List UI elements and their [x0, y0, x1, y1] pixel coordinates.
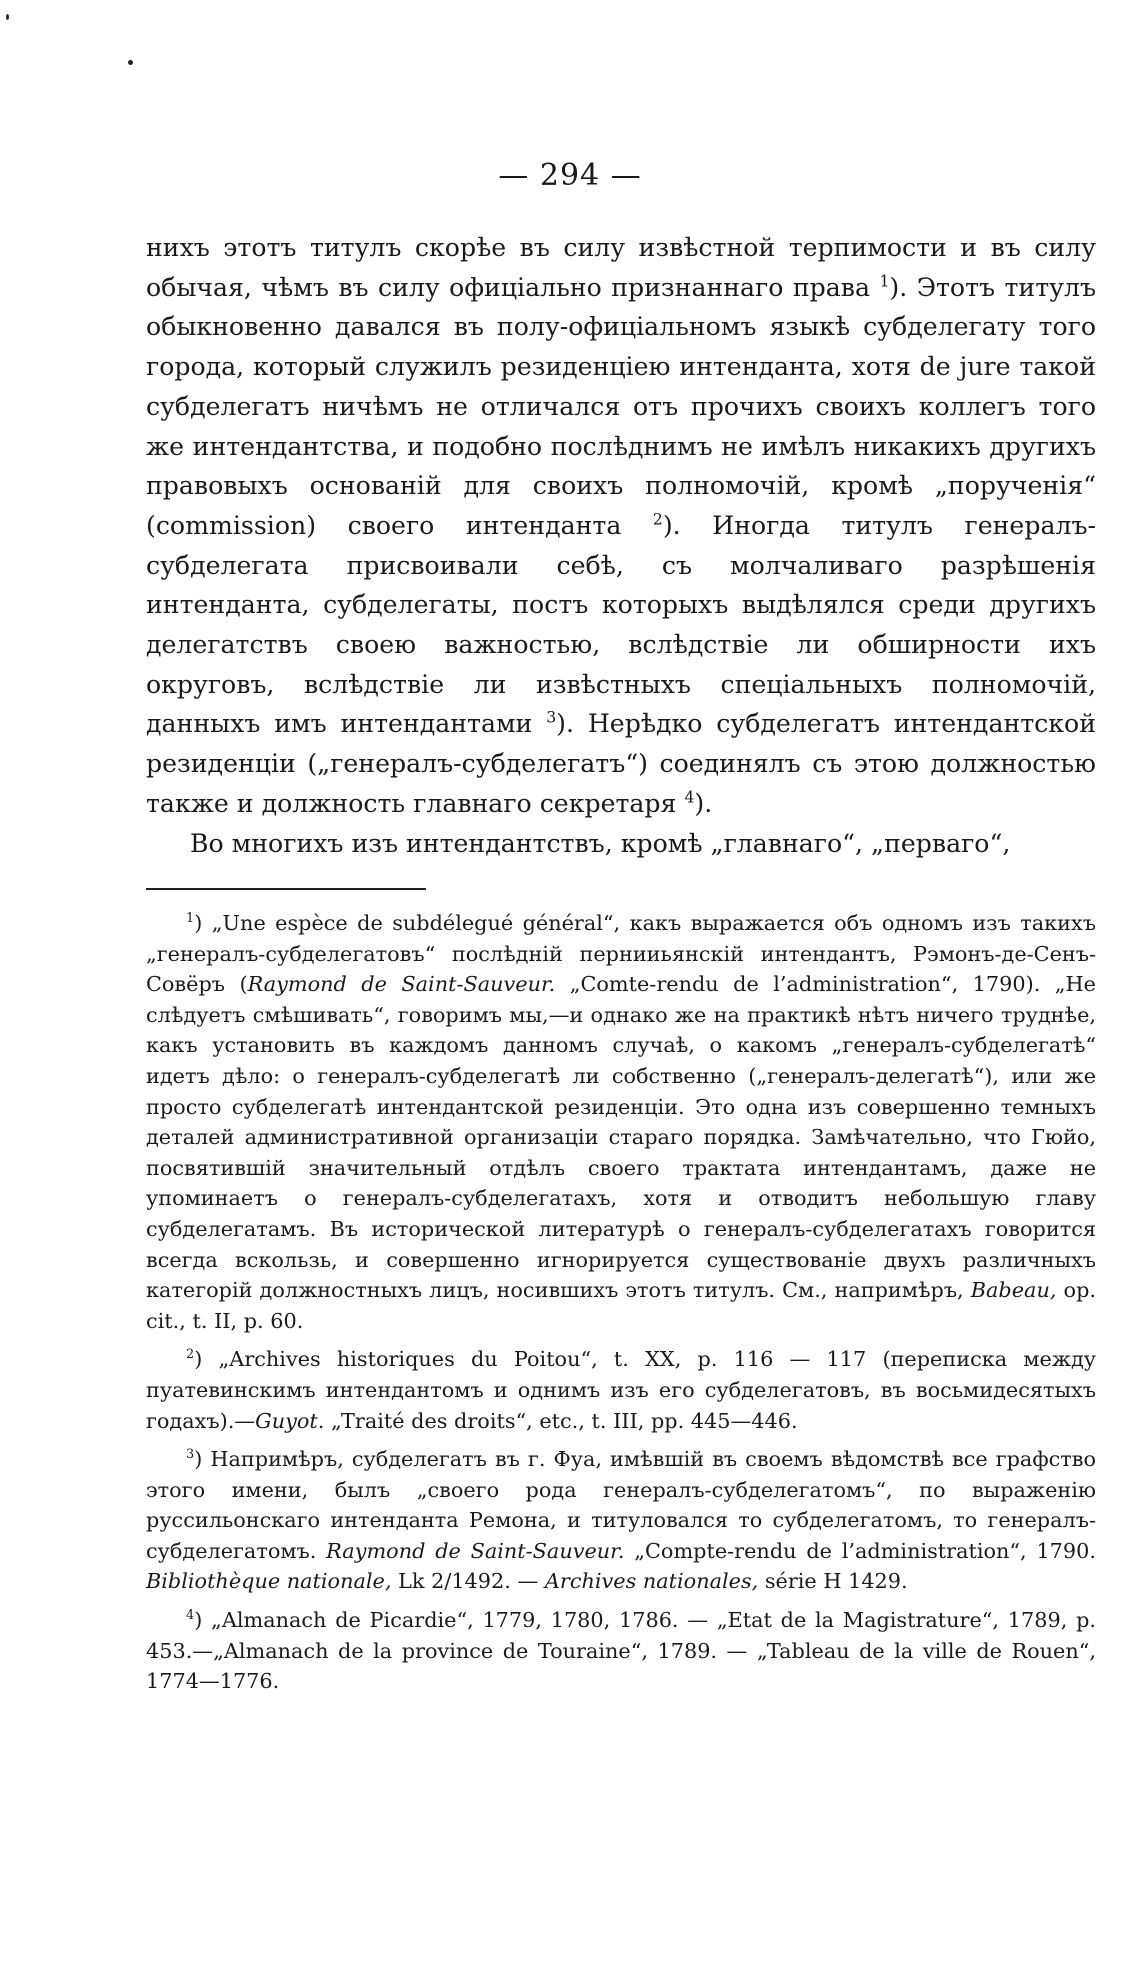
footnote-mark: 2: [186, 1347, 195, 1363]
scan-speck: [6, 14, 9, 20]
footnote: $^4$) „Almanach de Picardie“, 1779, 1780, 1786. — „Etat de la Magistrature“, 1789, p. 453.—„Almanach de la province de Touraine“, 1789. — „Tableau de la ville de Rouen“, 1774—1776.: [146, 1608, 1096, 1694]
footnote-ref: 2: [652, 510, 663, 529]
footnote: $^2$) „Archives historiques du Poitou“, t. XX, p. 116 — 117 (переписка между пуатевинскимъ интендантомъ и однимъ изъ его субделегатовъ, въ восьмидесятыхъ годахъ).—Guyot. „Traité des droits“, etc., t. III, pp. 445—446.: [146, 1347, 1096, 1433]
footnote: $^3$) Напримѣръ, субделегатъ въ г. Фуа, имѣвшій въ своемъ вѣдомствѣ все графство этого имени, былъ „своего рода генералъ-субделегатомъ“, по выраженію руссильонскаго интенданта Ремона, и титуловался то субделегатомъ, то генералъ-субделегатомъ. Raymond de Saint-Sauveur. „Compte-rendu de l’administration“, 1790. Bibliothèque nationale, Lk 2/1492. — Archives nationales, série H 1429.: [146, 1447, 1096, 1594]
footnote-mark: 1: [186, 911, 195, 927]
footnote-mark: 4: [186, 1608, 195, 1624]
footnote: $^1$) „Une espèce de subdélegué général“, какъ выражается объ одномъ изъ такихъ „генералъ-субделегатовъ“ послѣдній пернииьянскій интендантъ, Рэмонъ-де-Сенъ-Совёръ (Raymond de Saint-Sauveur. „Comte-rendu de l’administration“, 1790). „Не слѣдуетъ смѣшивать“, говоримъ мы,—и однако же на практикѣ нѣтъ ничего труднѣе, какъ установить въ каждомъ данномъ случаѣ, о какомъ „генералъ-субделегатѣ“ идетъ дѣло: о генералъ-субделегатѣ ли собственно („генералъ-делегатѣ“), или же просто субделегатѣ интендантской резиденціи. Это одна изъ совершенно темныхъ деталей административной организаціи стараго порядка. Замѣчательно, что Гюйо, посвятившій значительный отдѣлъ своего трактата интендантамъ, даже не упоминаетъ о генералъ-субделегатахъ, хотя и отводитъ небольшую главу субделегатамъ. Въ исторической литературѣ о генералъ-субделегатахъ говорится всегда вскользь, и совершенно игнорируется существованіе двухъ различныхъ категорій должностныхъ лицъ, носившихъ этотъ титулъ. См., напримѣръ, Babeau, op. cit., t. II, p. 60.: [146, 911, 1096, 1333]
paragraph: нихъ этотъ титулъ скорѣе въ силу извѣстной терпимости и въ силу обычая, чѣмъ въ силу офиціально признаннаго права $^1$). Этотъ титулъ обыкновенно давался въ полу-офиціальномъ языкѣ субделегату того города, который служилъ резиденціею интенданта, хотя de jure такой субделегатъ ничѣмъ не отличался отъ прочихъ своихъ коллегъ того же интендантства, и подобно послѣднимъ не имѣлъ никакихъ другихъ правовыхъ основаній для своихъ полномочій, кромѣ „порученія“ (commission) своего интенданта $^2$). Иногда титулъ генералъ-субделегата присвоивали себѣ, съ молчаливаго разрѣшенія интенданта, субделегаты, постъ которыхъ выдѣлялся среди другихъ делегатствъ своею важностью, вслѣдствіе ли обширности ихъ округовъ, вслѣдствіе ли извѣстныхъ спеціальныхъ полномочій, данныхъ имъ интендантами $^3$). Нерѣдко субделегатъ интендантской резиденціи („генералъ-субделегатъ“) соединялъ съ этою должностью также и должность главнаго секретаря $^4$).: [146, 233, 1096, 818]
footnote-ref: 3: [546, 709, 557, 728]
paragraph: Во многихъ изъ интендантствъ, кромѣ „главнаго“, „перваго“,: [190, 828, 1011, 858]
page-number: — 294 —: [498, 158, 642, 193]
footnotes: [146, 908, 1096, 1705]
main-text: [146, 228, 1096, 863]
footnote-ref: 1: [879, 272, 890, 291]
footnote-ref: 4: [684, 788, 695, 807]
footnote-divider: [146, 888, 426, 890]
footnote-mark: 3: [186, 1447, 195, 1463]
scan-speck: [128, 60, 133, 65]
